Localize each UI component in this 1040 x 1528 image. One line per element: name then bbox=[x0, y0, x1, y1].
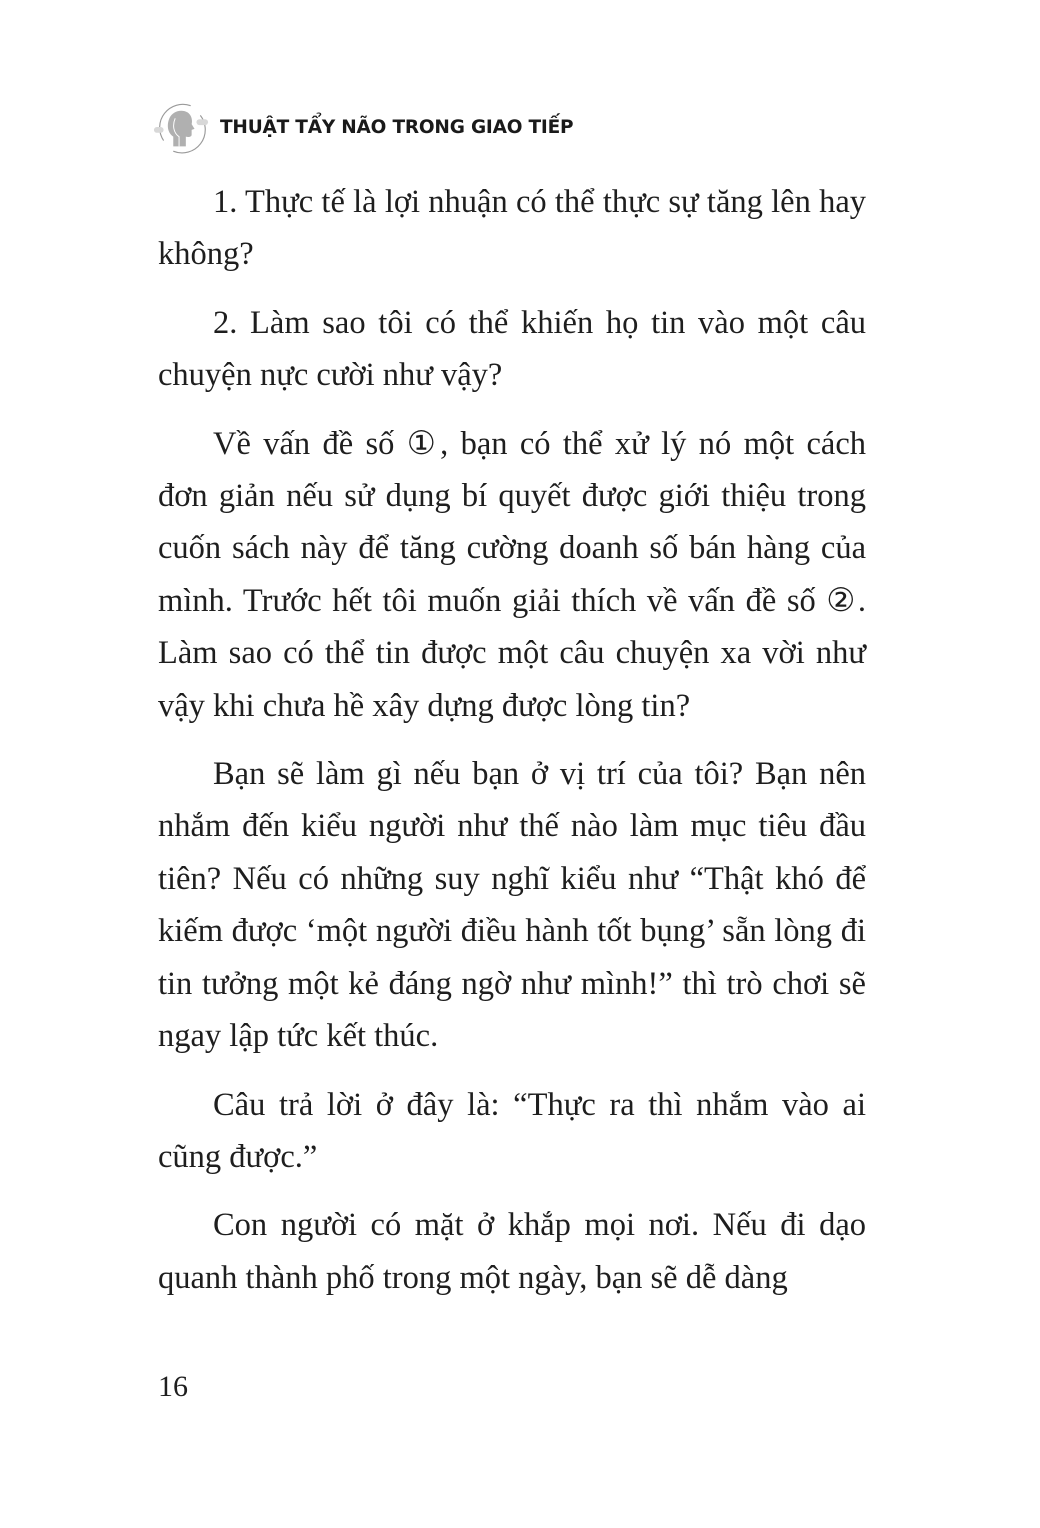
running-header bbox=[152, 98, 573, 156]
paragraph: Về vấn đề số ①, bạn có thể xử lý nó một cách đơn giản nếu sử dụng bí quyết được giới thiệu trong cuốn sách này để tăng cường doanh số bán hàng của mình. Trước hết tôi muốn giải thích về vấn đề số ②. Làm sao có thể tin được một câu chuyện xa vời như vậy khi chưa hề xây dựng được lòng tin? bbox=[158, 425, 866, 724]
paragraph: Con người có mặt ở khắp mọi nơi. Nếu đi dạo quanh thành phố trong một ngày, bạn sẽ dễ dàng bbox=[158, 1207, 866, 1296]
paragraph: Bạn sẽ làm gì nếu bạn ở vị trí của tôi? Bạn nên nhắm đến kiểu người như thế nào làm mục tiêu đầu tiên? Nếu có những suy nghĩ kiểu như “Thật khó để kiếm được ‘một người điều hành tốt bụng’ sẵn lòng đi tin tưởng một kẻ đáng ngờ như mình!” thì trò chơi sẽ ngay lập tức kết thúc. bbox=[158, 756, 866, 1055]
running-title: THUẬT TẨY NÃO TRONG GIAO TIẾP bbox=[220, 116, 574, 138]
paragraph: Câu trả lời ở đây là: “Thực ra thì nhắm vào ai cũng được.” bbox=[158, 1086, 866, 1175]
list-item-1: 1. Thực tế là lợi nhuận có thể thực sự tăng lên hay không? bbox=[158, 184, 866, 273]
page-body bbox=[158, 176, 866, 1320]
list-item-2: 2. Làm sao tôi có thể khiến họ tin vào một câu chuyện nực cười như vậy? bbox=[158, 304, 866, 394]
page-number: 16 bbox=[158, 1370, 188, 1403]
head-profile-logo-icon bbox=[152, 98, 210, 156]
